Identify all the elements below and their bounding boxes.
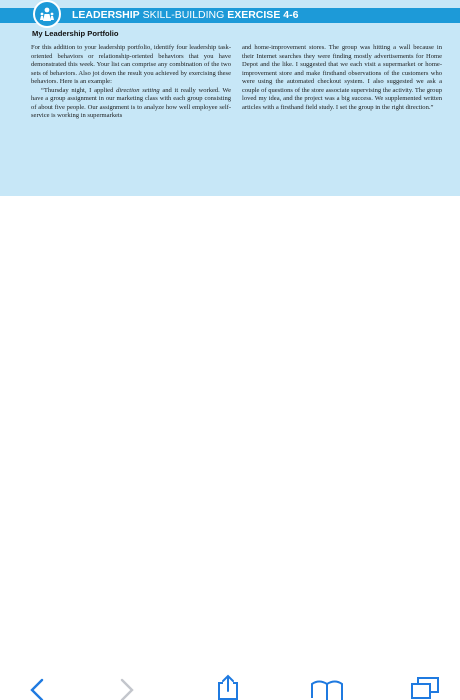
text-column-left [31, 44, 231, 121]
leadership-skill-icon [33, 0, 61, 28]
bookmarks-icon[interactable] [310, 678, 344, 700]
back-icon[interactable] [26, 678, 48, 700]
forward-icon[interactable] [116, 678, 138, 700]
share-icon[interactable] [216, 674, 240, 700]
tabs-icon[interactable] [410, 676, 440, 700]
paragraph: “Thursday night, I applied direction setting and it really worked. We have a group assignment in our marketing class with each group consisting of about five people. Our assignment is to analyze how well employee self-service is working in supermarkets [31, 86, 231, 119]
section-title: My Leadership Portfolio [32, 29, 119, 38]
exercise-title: LEADERSHIP SKILL-BUILDING EXERCISE 4-6 [72, 9, 299, 21]
paragraph: and home-improvement stores. The group was hitting a wall because in their Internet searches they were finding mostly advertisements for Home Depot and the like. I suggested that we each visit a supermarket or home-improvement store and make firsthand observations of the customers who were using the automated checkout system. I also suggested we ask a couple of questions of the store associate supervising the activity. The group loved my idea, and the project was a big success. We supplemented written articles with a firsthand field study. I set the group in the right direction.” [242, 44, 442, 111]
paragraph: For this addition to your leadership portfolio, identify four leadership task-oriented behaviors or relationship-oriented behaviors that you have demonstrated this week. Your list can comprise any combination of the two sets of behaviors. Also jot down the result you achieved by exercising these behaviors. Here is an example: [31, 44, 231, 85]
text-column-right [242, 44, 442, 112]
exercise-panel [0, 0, 460, 196]
browser-toolbar [0, 660, 460, 700]
